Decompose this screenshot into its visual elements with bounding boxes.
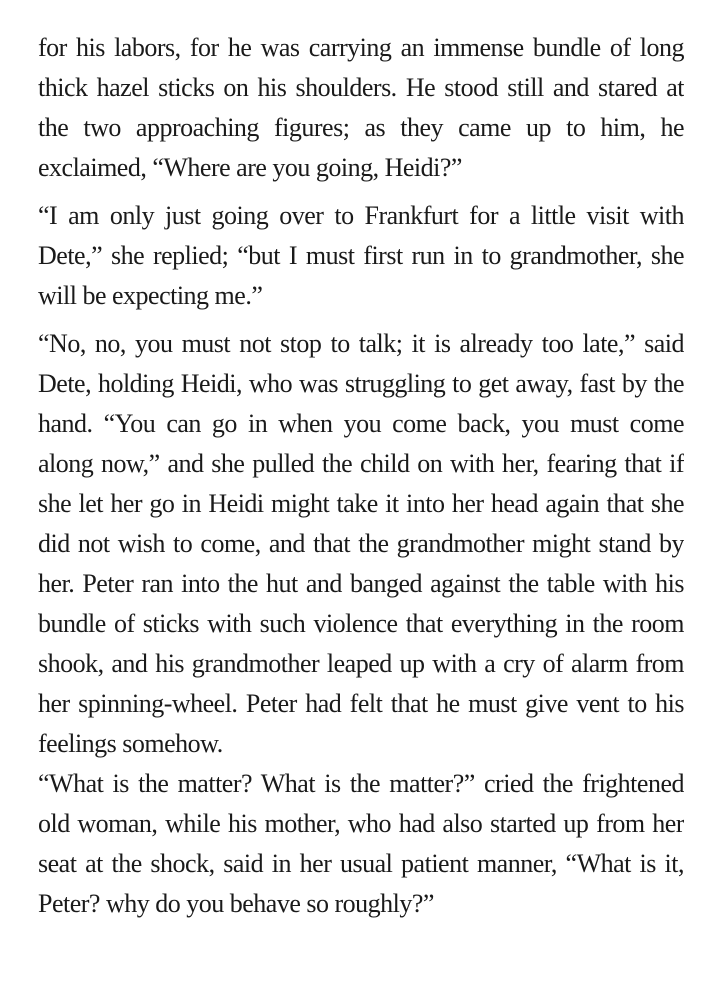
paragraph-peter-with-sticks: for his labors, for he was carrying an immense bundle of long thick hazel sticks on his shoulders. He stood still and stared at the two approaching figures; as they came up to him, he exclaimed, “Where are you going, Heidi?” xyxy=(38,33,684,182)
document-page xyxy=(38,28,684,972)
paragraph-heidi-reply: “I am only just going over to Frankfurt for a little visit with Dete,” she replied; “but I must first run in to grandmother, she will be expecting me.” xyxy=(38,201,684,310)
paragraph-dete-pulls-heidi: “No, no, you must not stop to talk; it is already too late,” said Dete, holding Heidi, who was struggling to get away, fast by the hand. “You can go in when you come back, you must come along now,” and she pulled the child on with her, fearing that if she let her go in Heidi might take it into her head again that she did not wish to come, and that the grandmother might stand by her. Peter ran into the hut and banged against the table with his bundle of sticks with such violence that everything in the room shook, and his grandmother leaped up with a cry of alarm from her spinning-wheel. Peter had felt that he must give vent to his feelings somehow. xyxy=(38,329,684,758)
paragraph-grandmother-alarm: “What is the matter? What is the matter?” cried the frightened old woman, while his mother, who had also started up from her seat at the shock, said in her usual patient manner, “What is it, Peter? why do you behave so roughly?” xyxy=(38,769,684,918)
